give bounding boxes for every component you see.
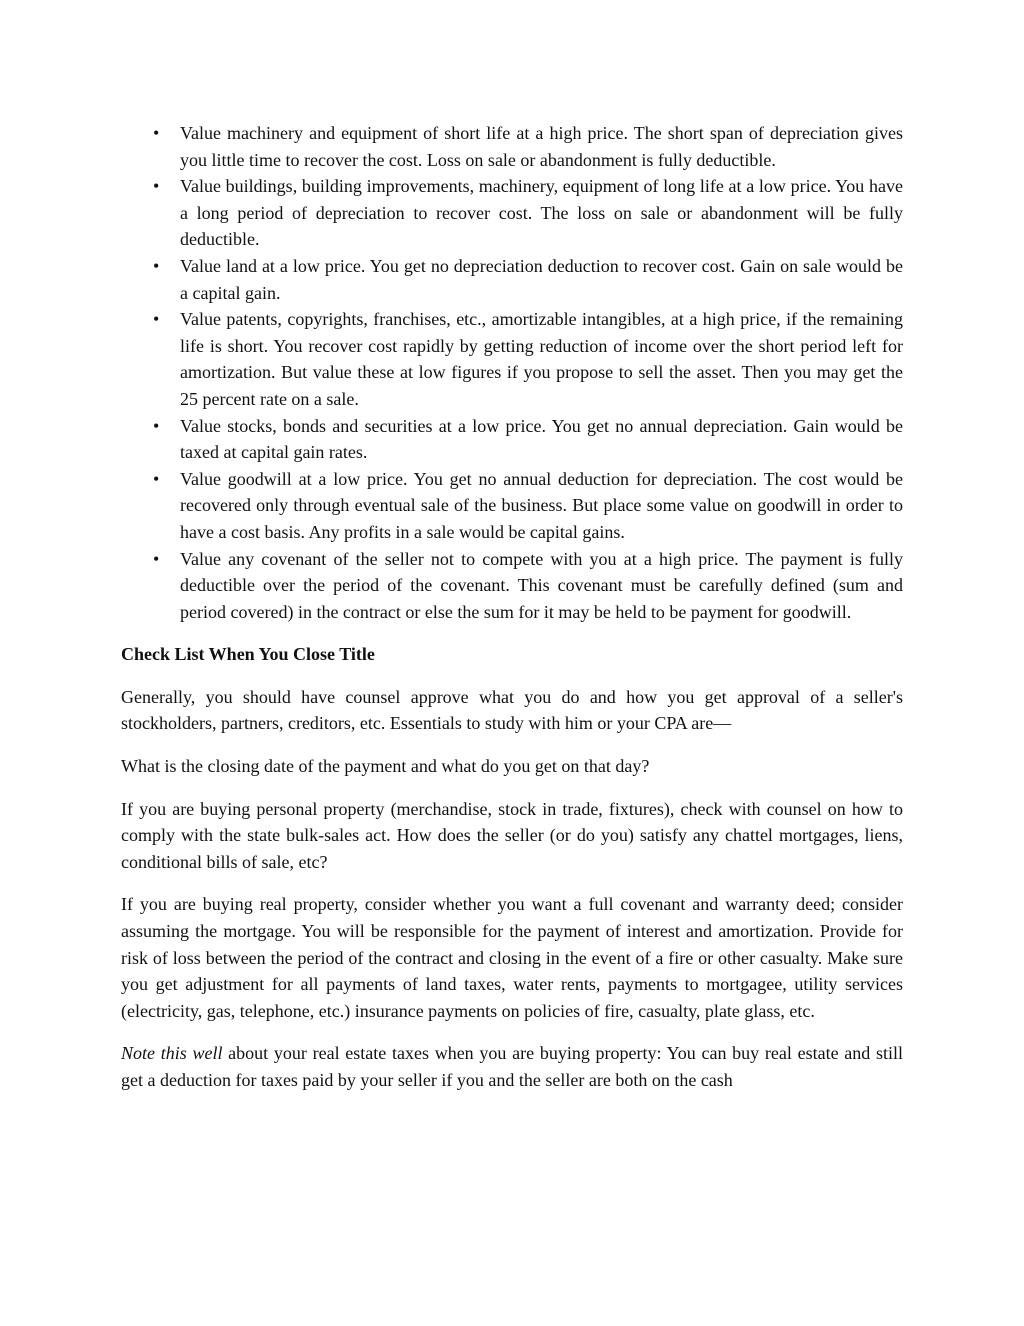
emphasis-text: Note this well <box>121 1043 223 1064</box>
bullet-text: Value machinery and equipment of short life at a high price. The short span of depreciation gives you little time to recover the cost. Loss on sale or abandonment is fully deductible. <box>180 123 903 170</box>
bullet-icon: • <box>153 176 160 197</box>
bullet-item-buildings <box>121 173 903 253</box>
bullet-icon: • <box>153 548 160 569</box>
bullet-item-stocks <box>121 413 903 466</box>
paragraph-real-property: If you are buying real property, consider whether you want a full covenant and warranty deed; consider assuming the mortgage. You will be responsible for the payment of interest and amortization. Provide for risk of loss between the period of the contract and closing in the event of a fire or other casualty. Make sure you get adjustment for all payments of land taxes, water rents, payments to mortgagee, utility services (electricity, gas, telephone, etc.) insurance payments on policies of fire, casualty, plate glass, etc. <box>121 894 903 1021</box>
bullet-text: Value stocks, bonds and securities at a low price. You get no annual depreciation. Gain would be taxed at capital gain rates. <box>180 415 903 463</box>
bullet-text: Value any covenant of the seller not to compete with you at a high price. The payment is fully deductible over the period of the covenant. This covenant must be carefully defined (sum and period covered) in the contract or else the sum for it may be held to be payment for goodwill. <box>180 548 903 622</box>
bullet-icon: • <box>153 309 160 330</box>
bullet-text: Value land at a low price. You get no depreciation deduction to recover cost. Gain on sale would be a capital gain. <box>180 255 903 303</box>
bullet-item-land <box>121 253 903 306</box>
bullet-text: Value buildings, building improvements, machinery, equipment of long life at a low price. You have a long period of depreciation to recover cost. The loss on sale or abandonment will be fully deductible. <box>180 176 903 250</box>
paragraph-personal-property: If you are buying personal property (merchandise, stock in trade, fixtures), check with counsel on how to comply with the state bulk-sales act. How does the seller (or do you) satisfy any chattel mortgages, liens, conditional bills of sale, etc? <box>121 798 903 872</box>
document-page <box>121 120 903 1094</box>
bullet-item-goodwill <box>121 466 903 546</box>
paragraph-real-estate-taxes <box>121 1040 903 1093</box>
bullet-icon: • <box>153 123 160 143</box>
bullet-text: Value goodwill at a low price. You get no annual deduction for depreciation. The cost would be recovered only through eventual sale of the business. But place some value on goodwill in order to have a cost basis. Any profits in a sale would be capital gains. <box>180 468 903 542</box>
bullet-icon: • <box>153 255 160 276</box>
paragraph-closing-date: What is the closing date of the payment and what do you get on that day? <box>121 756 650 777</box>
section-heading: Check List When You Close Title <box>121 644 375 665</box>
bullet-item-covenant <box>121 546 903 626</box>
paragraph-text: about your real estate taxes when you are buying property: You can buy real estate and still get a deduction for taxes paid by your seller if you and the seller are both on the cash <box>121 1043 904 1090</box>
bullet-item-machinery <box>121 120 903 173</box>
bullet-icon: • <box>153 415 160 436</box>
bullet-text: Value patents, copyrights, franchises, etc., amortizable intangibles, at a high price, if the remaining life is short. You recover cost rapidly by getting reduction of income over the short period left for amortization. But value these at low figures if you propose to sell the asset. Then you may get the 25 percent rate on a sale. <box>180 309 903 409</box>
bullet-icon: • <box>153 468 160 489</box>
paragraph-counsel: Generally, you should have counsel approve what you do and how you get approval of a seller's stockholders, partners, creditors, etc. Essentials to study with him or your CPA are— <box>121 686 903 734</box>
bullet-item-patents <box>121 306 903 412</box>
valuation-bullet-list <box>121 120 903 625</box>
